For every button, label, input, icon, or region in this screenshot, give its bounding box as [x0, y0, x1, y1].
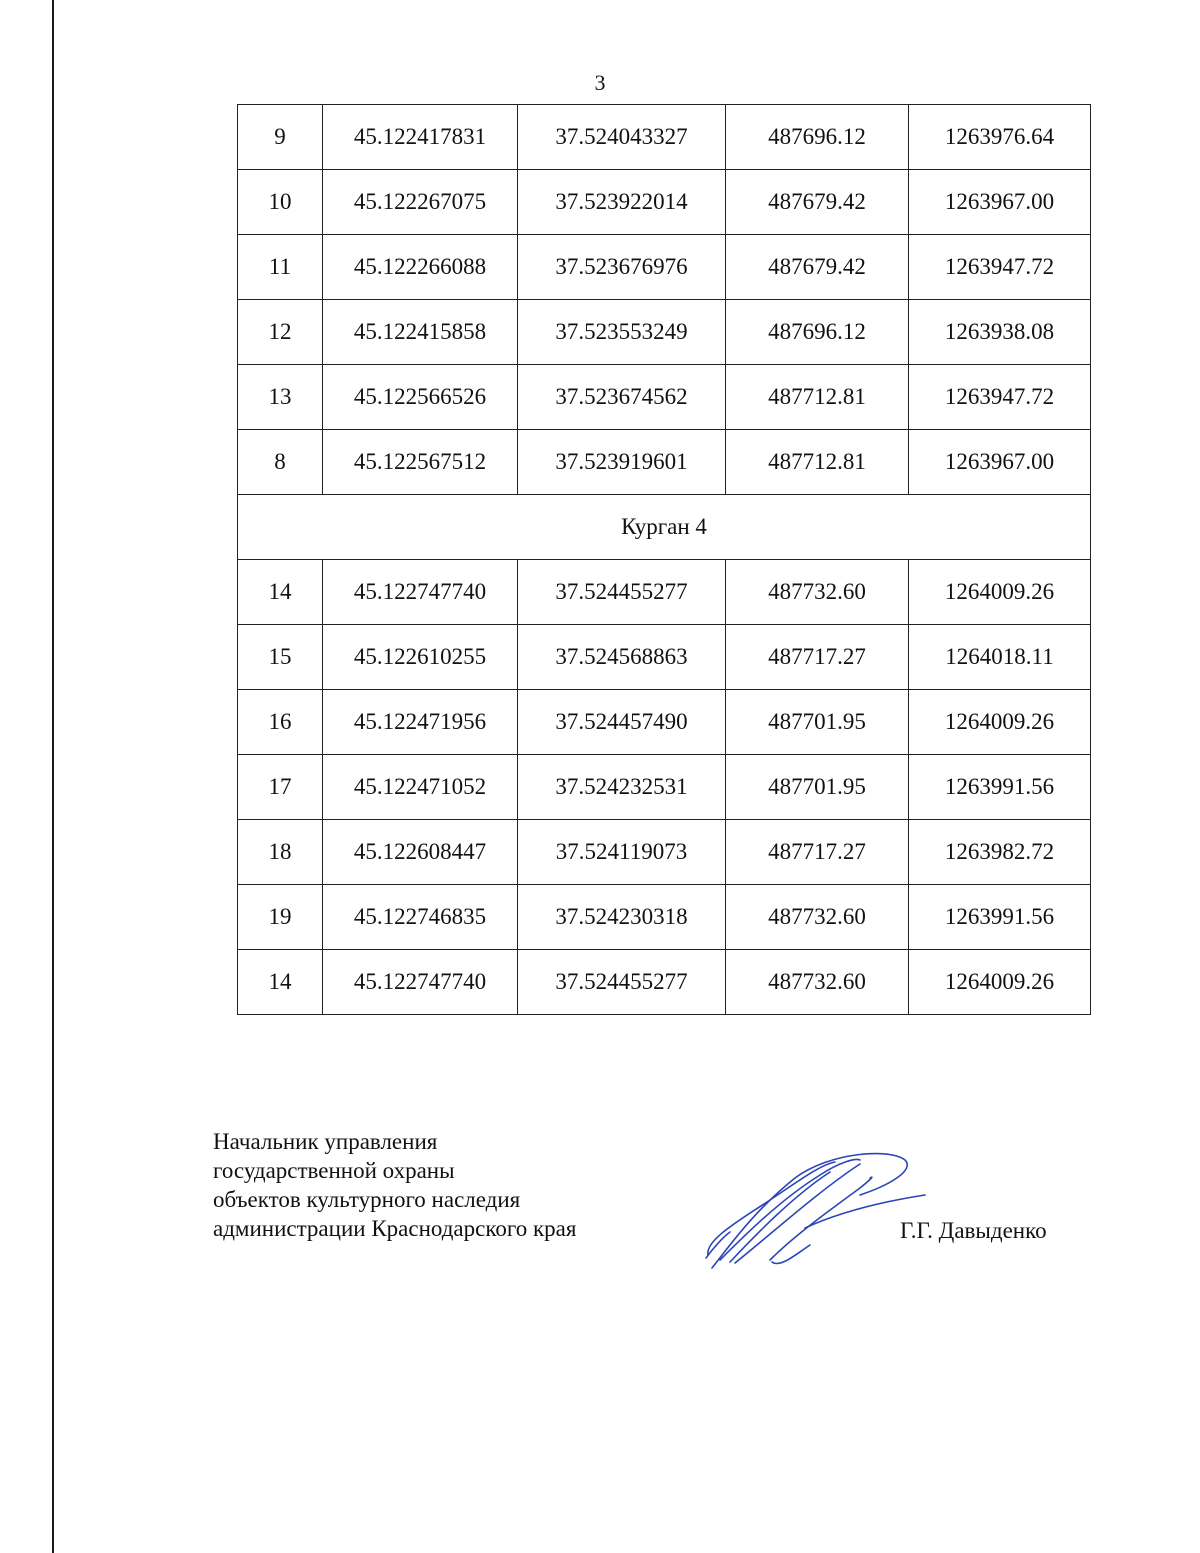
handwritten-signature	[700, 1150, 930, 1275]
latitude-cell: 45.122417831	[323, 105, 518, 170]
x-coordinate-cell: 487679.42	[726, 170, 909, 235]
x-coordinate-cell: 487717.27	[726, 625, 909, 690]
longitude-cell: 37.524455277	[518, 950, 726, 1015]
y-coordinate-cell: 1263976.64	[909, 105, 1091, 170]
latitude-cell: 45.122746835	[323, 885, 518, 950]
coordinates-table-body	[238, 105, 1091, 1015]
latitude-cell: 45.122471052	[323, 755, 518, 820]
point-number-cell: 19	[238, 885, 323, 950]
x-coordinate-cell: 487712.81	[726, 430, 909, 495]
x-coordinate-cell: 487712.81	[726, 365, 909, 430]
point-number-cell: 8	[238, 430, 323, 495]
y-coordinate-cell: 1263991.56	[909, 755, 1091, 820]
table-row	[238, 170, 1091, 235]
x-coordinate-cell: 487701.95	[726, 690, 909, 755]
longitude-cell: 37.523919601	[518, 430, 726, 495]
point-number-cell: 14	[238, 950, 323, 1015]
y-coordinate-cell: 1263947.72	[909, 235, 1091, 300]
signatory-title-line: объектов культурного наследия	[213, 1187, 521, 1212]
longitude-cell: 37.524230318	[518, 885, 726, 950]
table-row	[238, 625, 1091, 690]
table-row	[238, 820, 1091, 885]
y-coordinate-cell: 1263947.72	[909, 365, 1091, 430]
latitude-cell: 45.122266088	[323, 235, 518, 300]
longitude-cell: 37.524457490	[518, 690, 726, 755]
latitude-cell: 45.122608447	[323, 820, 518, 885]
x-coordinate-cell: 487732.60	[726, 950, 909, 1015]
latitude-cell: 45.122566526	[323, 365, 518, 430]
latitude-cell: 45.122747740	[323, 950, 518, 1015]
section-row	[238, 495, 1091, 560]
longitude-cell: 37.524232531	[518, 755, 726, 820]
longitude-cell: 37.523922014	[518, 170, 726, 235]
longitude-cell: 37.524043327	[518, 105, 726, 170]
latitude-cell: 45.122267075	[323, 170, 518, 235]
x-coordinate-cell: 487701.95	[726, 755, 909, 820]
table-row	[238, 690, 1091, 755]
latitude-cell: 45.122415858	[323, 300, 518, 365]
latitude-cell: 45.122471956	[323, 690, 518, 755]
longitude-cell: 37.524568863	[518, 625, 726, 690]
point-number-cell: 15	[238, 625, 323, 690]
longitude-cell: 37.524119073	[518, 820, 726, 885]
signatory-title-line: Начальник управления	[213, 1129, 438, 1154]
table-row	[238, 430, 1091, 495]
point-number-cell: 9	[238, 105, 323, 170]
y-coordinate-cell: 1264018.11	[909, 625, 1091, 690]
x-coordinate-cell: 487732.60	[726, 560, 909, 625]
point-number-cell: 11	[238, 235, 323, 300]
y-coordinate-cell: 1263967.00	[909, 430, 1091, 495]
table-row	[238, 755, 1091, 820]
table-row	[238, 300, 1091, 365]
point-number-cell: 16	[238, 690, 323, 755]
table-row	[238, 560, 1091, 625]
longitude-cell: 37.524455277	[518, 560, 726, 625]
table-row	[238, 365, 1091, 430]
table-row	[238, 885, 1091, 950]
page-left-edge-line	[52, 0, 54, 1553]
signatory-title-line: администрации Краснодарского края	[213, 1216, 577, 1241]
x-coordinate-cell: 487696.12	[726, 105, 909, 170]
x-coordinate-cell: 487679.42	[726, 235, 909, 300]
table-row	[238, 105, 1091, 170]
point-number-cell: 14	[238, 560, 323, 625]
signatory-name: Г.Г. Давыденко	[900, 1218, 1047, 1243]
point-number-cell: 12	[238, 300, 323, 365]
y-coordinate-cell: 1263982.72	[909, 820, 1091, 885]
coordinates-table	[237, 104, 1091, 1015]
y-coordinate-cell: 1263938.08	[909, 300, 1091, 365]
x-coordinate-cell: 487717.27	[726, 820, 909, 885]
y-coordinate-cell: 1264009.26	[909, 690, 1091, 755]
point-number-cell: 13	[238, 365, 323, 430]
page-number: 3	[594, 70, 606, 95]
latitude-cell: 45.122567512	[323, 430, 518, 495]
longitude-cell: 37.523676976	[518, 235, 726, 300]
table-row	[238, 950, 1091, 1015]
latitude-cell: 45.122610255	[323, 625, 518, 690]
point-number-cell: 18	[238, 820, 323, 885]
point-number-cell: 17	[238, 755, 323, 820]
signatory-title	[213, 1127, 576, 1243]
longitude-cell: 37.523553249	[518, 300, 726, 365]
x-coordinate-cell: 487732.60	[726, 885, 909, 950]
y-coordinate-cell: 1263991.56	[909, 885, 1091, 950]
signatory-title-line: государственной охраны	[213, 1158, 455, 1183]
section-title: Курган 4	[238, 495, 1091, 560]
latitude-cell: 45.122747740	[323, 560, 518, 625]
point-number-cell: 10	[238, 170, 323, 235]
x-coordinate-cell: 487696.12	[726, 300, 909, 365]
y-coordinate-cell: 1264009.26	[909, 560, 1091, 625]
y-coordinate-cell: 1263967.00	[909, 170, 1091, 235]
longitude-cell: 37.523674562	[518, 365, 726, 430]
y-coordinate-cell: 1264009.26	[909, 950, 1091, 1015]
table-row	[238, 235, 1091, 300]
